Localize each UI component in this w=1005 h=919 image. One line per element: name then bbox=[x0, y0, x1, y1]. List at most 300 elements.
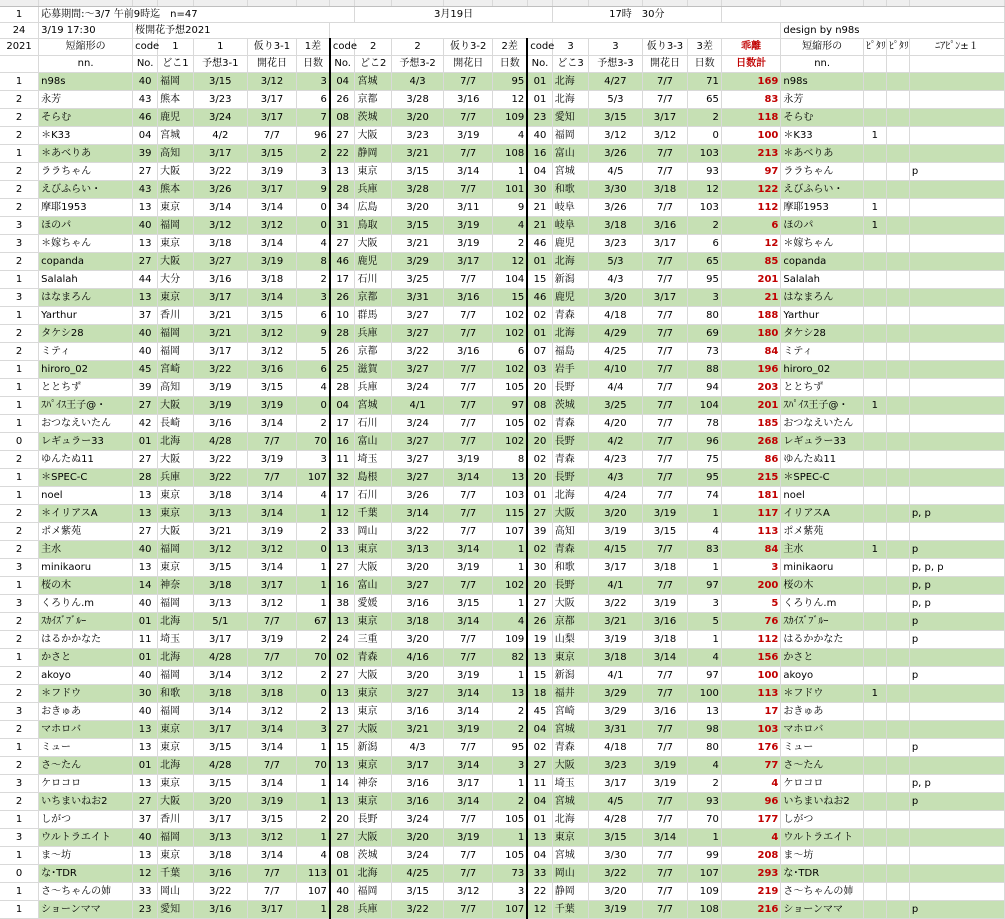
cell-bloom-3[interactable]: 3/12 bbox=[642, 126, 688, 144]
cell-bloom-1[interactable]: 3/14 bbox=[247, 234, 296, 252]
cell-forecast-2[interactable]: 3/20 bbox=[391, 558, 443, 576]
cell-place-1[interactable]: 宮城 bbox=[158, 126, 194, 144]
cell-place-2[interactable]: 岡山 bbox=[355, 522, 392, 540]
cell-diff-2[interactable]: 3 bbox=[493, 756, 527, 774]
cell-nearpin[interactable] bbox=[909, 342, 1004, 360]
cell-nickname[interactable]: マホロバ bbox=[39, 720, 133, 738]
cell-code-2[interactable]: 27 bbox=[330, 828, 355, 846]
cell-code-3[interactable]: 20 bbox=[527, 576, 552, 594]
cell-nearpin[interactable]: p bbox=[909, 792, 1004, 810]
cell-pitari-1[interactable] bbox=[863, 342, 886, 360]
cell-bloom-3[interactable]: 7/7 bbox=[642, 270, 688, 288]
cell-diff-3[interactable]: 3 bbox=[688, 594, 721, 612]
cell-forecast-2[interactable]: 3/17 bbox=[391, 756, 443, 774]
cell-diff-1[interactable]: 3 bbox=[297, 72, 330, 90]
cell-rank[interactable]: 3 bbox=[0, 234, 39, 252]
cell-forecast-3[interactable]: 3/29 bbox=[589, 684, 642, 702]
cell-place-2[interactable]: 島根 bbox=[355, 468, 392, 486]
cell-diff-1[interactable]: 6 bbox=[297, 306, 330, 324]
cell-bloom-1[interactable]: 3/18 bbox=[247, 270, 296, 288]
cell-pitari-2[interactable] bbox=[886, 396, 909, 414]
cell-bloom-3[interactable]: 3/17 bbox=[642, 108, 688, 126]
timestamp[interactable]: 3/19 17:30 bbox=[39, 22, 133, 38]
cell-pitari-2[interactable] bbox=[886, 702, 909, 720]
cell-diff-2[interactable]: 102 bbox=[493, 576, 527, 594]
cell-forecast-1[interactable]: 3/14 bbox=[193, 666, 247, 684]
cell-forecast-2[interactable]: 3/16 bbox=[391, 594, 443, 612]
cell-forecast-3[interactable]: 3/12 bbox=[589, 126, 642, 144]
cell-pitari-2[interactable] bbox=[886, 306, 909, 324]
cell-pitari-2[interactable] bbox=[886, 450, 909, 468]
cell-bloom-2[interactable]: 7/7 bbox=[444, 414, 493, 432]
cell-place-1[interactable]: 大阪 bbox=[158, 162, 194, 180]
cell-nearpin[interactable] bbox=[909, 126, 1004, 144]
cell-forecast-1[interactable]: 3/16 bbox=[193, 864, 247, 882]
cell-nickname-2[interactable]: ｽﾊﾟｲｽ王子@・ bbox=[781, 396, 863, 414]
cell-score[interactable]: 117 bbox=[721, 504, 781, 522]
cell-diff-2[interactable]: 1 bbox=[493, 558, 527, 576]
cell-forecast-3[interactable]: 4/28 bbox=[589, 810, 642, 828]
cell-bloom-1[interactable]: 3/19 bbox=[247, 630, 296, 648]
cell-bloom-3[interactable]: 7/7 bbox=[642, 360, 688, 378]
cell-rank[interactable]: 3 bbox=[0, 288, 39, 306]
cell-code-1[interactable]: 01 bbox=[133, 612, 158, 630]
cell-score[interactable]: 5 bbox=[721, 594, 781, 612]
cell-code-3[interactable]: 01 bbox=[527, 324, 552, 342]
cell-rank[interactable]: 1 bbox=[0, 396, 39, 414]
cell-forecast-3[interactable]: 3/19 bbox=[589, 522, 642, 540]
cell-rank[interactable]: 2 bbox=[0, 252, 39, 270]
cell-pitari-2[interactable] bbox=[886, 144, 909, 162]
cell-nickname-2[interactable]: タケシ28 bbox=[781, 324, 863, 342]
cell-rank[interactable]: 1 bbox=[0, 486, 39, 504]
cell-nickname-2[interactable]: Salalah bbox=[781, 270, 863, 288]
cell-bloom-3[interactable]: 3/19 bbox=[642, 594, 688, 612]
cell-code-3[interactable]: 20 bbox=[527, 432, 552, 450]
cell-bloom-2[interactable]: 7/7 bbox=[444, 378, 493, 396]
cell-bloom-1[interactable]: 7/7 bbox=[247, 756, 296, 774]
cell-nickname[interactable]: おつなえいたん bbox=[39, 414, 133, 432]
cell-nickname-2[interactable]: noel bbox=[781, 486, 863, 504]
cell-forecast-2[interactable]: 3/28 bbox=[391, 180, 443, 198]
cell-forecast-3[interactable]: 3/22 bbox=[589, 594, 642, 612]
cell-place-1[interactable]: 大分 bbox=[158, 270, 194, 288]
cell-nickname[interactable]: 主水 bbox=[39, 540, 133, 558]
cell-bloom-3[interactable]: 3/19 bbox=[642, 756, 688, 774]
cell-forecast-1[interactable]: 3/17 bbox=[193, 630, 247, 648]
cell-pitari-1[interactable] bbox=[863, 594, 886, 612]
cell-score[interactable]: 196 bbox=[721, 360, 781, 378]
cell-pitari-2[interactable] bbox=[886, 900, 909, 918]
cell-nickname[interactable]: akoyo bbox=[39, 666, 133, 684]
cell-nearpin[interactable] bbox=[909, 378, 1004, 396]
cell-bloom-2[interactable]: 7/7 bbox=[444, 504, 493, 522]
cell-forecast-1[interactable]: 4/28 bbox=[193, 648, 247, 666]
cell-pitari-2[interactable] bbox=[886, 360, 909, 378]
cell-forecast-2[interactable]: 3/15 bbox=[391, 882, 443, 900]
cell-rank[interactable]: 2 bbox=[0, 180, 39, 198]
cell-forecast-1[interactable]: 3/13 bbox=[193, 504, 247, 522]
cell-forecast-2[interactable]: 3/27 bbox=[391, 360, 443, 378]
cell-score[interactable]: 216 bbox=[721, 900, 781, 918]
cell-bloom-3[interactable]: 7/7 bbox=[642, 432, 688, 450]
cell-rank[interactable]: 2 bbox=[0, 108, 39, 126]
cell-bloom-1[interactable]: 3/19 bbox=[247, 252, 296, 270]
cell-nickname-2[interactable]: 桜の木 bbox=[781, 576, 863, 594]
cell-forecast-3[interactable]: 3/21 bbox=[589, 612, 642, 630]
cell-nickname-2[interactable]: ＊SPEC-C bbox=[781, 468, 863, 486]
cell-forecast-2[interactable]: 4/3 bbox=[391, 738, 443, 756]
cell-forecast-2[interactable]: 3/27 bbox=[391, 684, 443, 702]
cell-code-3[interactable]: 01 bbox=[527, 486, 552, 504]
cell-code-2[interactable]: 11 bbox=[330, 450, 355, 468]
cell-diff-2[interactable]: 105 bbox=[493, 810, 527, 828]
cell-forecast-1[interactable]: 3/23 bbox=[193, 90, 247, 108]
cell-rank[interactable]: 3 bbox=[0, 594, 39, 612]
cell-nickname-2[interactable]: はなまろん bbox=[781, 288, 863, 306]
cell-diff-2[interactable]: 13 bbox=[493, 468, 527, 486]
cell-forecast-1[interactable]: 3/18 bbox=[193, 576, 247, 594]
cell-forecast-2[interactable]: 3/27 bbox=[391, 576, 443, 594]
cell-place-3[interactable]: 青森 bbox=[552, 738, 589, 756]
cell-nearpin[interactable] bbox=[909, 90, 1004, 108]
cell-forecast-2[interactable]: 3/28 bbox=[391, 90, 443, 108]
cell-pitari-1[interactable] bbox=[863, 504, 886, 522]
cell-pitari-2[interactable] bbox=[886, 738, 909, 756]
cell-place-3[interactable]: 茨城 bbox=[552, 396, 589, 414]
cell-place-2[interactable]: 東京 bbox=[355, 162, 392, 180]
cell-code-1[interactable]: 27 bbox=[133, 252, 158, 270]
cell-diff-3[interactable]: 100 bbox=[688, 684, 721, 702]
cell-nickname-2[interactable]: ＊嫁ちゃん bbox=[781, 234, 863, 252]
cell-place-1[interactable]: 東京 bbox=[158, 234, 194, 252]
cell-forecast-2[interactable]: 3/25 bbox=[391, 270, 443, 288]
cell-score[interactable]: 293 bbox=[721, 864, 781, 882]
cell-score[interactable]: 169 bbox=[721, 72, 781, 90]
cell-bloom-1[interactable]: 3/14 bbox=[247, 288, 296, 306]
cell-bloom-3[interactable]: 3/17 bbox=[642, 288, 688, 306]
cell-diff-2[interactable]: 103 bbox=[493, 486, 527, 504]
cell-place-2[interactable]: 千葉 bbox=[355, 504, 392, 522]
cell-code-2[interactable]: 28 bbox=[330, 324, 355, 342]
cell-forecast-3[interactable]: 3/29 bbox=[589, 702, 642, 720]
cell-nickname-2[interactable]: ポメ紫苑 bbox=[781, 522, 863, 540]
cell-place-3[interactable]: 北海 bbox=[552, 486, 589, 504]
cell-nickname-2[interactable]: レギュラー33 bbox=[781, 432, 863, 450]
cell-diff-3[interactable]: 73 bbox=[688, 342, 721, 360]
cell-place-3[interactable]: 北海 bbox=[552, 324, 589, 342]
cell-place-1[interactable]: 香川 bbox=[158, 306, 194, 324]
cell-forecast-1[interactable]: 3/22 bbox=[193, 450, 247, 468]
cell-forecast-1[interactable]: 3/15 bbox=[193, 558, 247, 576]
cell-forecast-1[interactable]: 3/17 bbox=[193, 720, 247, 738]
cell-score[interactable]: 97 bbox=[721, 162, 781, 180]
cell-bloom-2[interactable]: 7/7 bbox=[444, 486, 493, 504]
cell-rank[interactable]: 2 bbox=[0, 720, 39, 738]
cell-code-2[interactable]: 34 bbox=[330, 198, 355, 216]
cell-diff-2[interactable]: 1 bbox=[493, 828, 527, 846]
cell-rank[interactable]: 1 bbox=[0, 576, 39, 594]
cell-code-1[interactable]: 13 bbox=[133, 504, 158, 522]
cell-code-2[interactable]: 08 bbox=[330, 846, 355, 864]
cell-forecast-3[interactable]: 3/20 bbox=[589, 504, 642, 522]
cell-pitari-2[interactable] bbox=[886, 864, 909, 882]
cell-nickname[interactable]: Salalah bbox=[39, 270, 133, 288]
cell-forecast-1[interactable]: 3/24 bbox=[193, 108, 247, 126]
cell-forecast-2[interactable]: 3/27 bbox=[391, 468, 443, 486]
cell-forecast-1[interactable]: 3/18 bbox=[193, 846, 247, 864]
cell-forecast-2[interactable]: 4/3 bbox=[391, 72, 443, 90]
cell-diff-3[interactable]: 97 bbox=[688, 666, 721, 684]
cell-diff-1[interactable]: 70 bbox=[297, 432, 330, 450]
cell-place-1[interactable]: 千葉 bbox=[158, 864, 194, 882]
cell-nickname-2[interactable]: ゆんたぬ11 bbox=[781, 450, 863, 468]
cell-code-2[interactable]: 16 bbox=[330, 576, 355, 594]
cell-forecast-2[interactable]: 3/20 bbox=[391, 828, 443, 846]
cell-place-2[interactable]: 大阪 bbox=[355, 558, 392, 576]
cell-forecast-2[interactable]: 3/20 bbox=[391, 630, 443, 648]
cell-pitari-2[interactable] bbox=[886, 810, 909, 828]
cell-diff-1[interactable]: 2 bbox=[297, 414, 330, 432]
cell-pitari-2[interactable] bbox=[886, 504, 909, 522]
cell-place-3[interactable]: 静岡 bbox=[552, 882, 589, 900]
cell-forecast-3[interactable]: 3/25 bbox=[589, 396, 642, 414]
cell-score[interactable]: 200 bbox=[721, 576, 781, 594]
cell-score[interactable]: 203 bbox=[721, 378, 781, 396]
cell-nearpin[interactable]: p bbox=[909, 666, 1004, 684]
cell-bloom-2[interactable]: 3/14 bbox=[444, 468, 493, 486]
cell-code-1[interactable]: 39 bbox=[133, 144, 158, 162]
cell-nearpin[interactable] bbox=[909, 144, 1004, 162]
cell-place-3[interactable]: 宮城 bbox=[552, 846, 589, 864]
cell-bloom-3[interactable]: 7/7 bbox=[642, 486, 688, 504]
cell-place-3[interactable]: 京都 bbox=[552, 612, 589, 630]
cell-nickname[interactable]: ほのパ bbox=[39, 216, 133, 234]
cell-nickname[interactable]: いちまいねお2 bbox=[39, 792, 133, 810]
cell-bloom-3[interactable]: 3/17 bbox=[642, 234, 688, 252]
cell-place-3[interactable]: 宮城 bbox=[552, 792, 589, 810]
cell-place-2[interactable]: 群馬 bbox=[355, 306, 392, 324]
cell-place-3[interactable]: 富山 bbox=[552, 144, 589, 162]
cell-bloom-2[interactable]: 7/7 bbox=[444, 144, 493, 162]
cell-code-1[interactable]: 44 bbox=[133, 270, 158, 288]
cell-place-3[interactable]: 東京 bbox=[552, 648, 589, 666]
cell-diff-1[interactable]: 2 bbox=[297, 702, 330, 720]
cell-code-1[interactable]: 01 bbox=[133, 432, 158, 450]
cell-pitari-1[interactable] bbox=[863, 864, 886, 882]
cell-bloom-3[interactable]: 7/7 bbox=[642, 324, 688, 342]
cell-pitari-1[interactable]: 1 bbox=[863, 126, 886, 144]
cell-pitari-2[interactable] bbox=[886, 756, 909, 774]
cell-forecast-3[interactable]: 4/4 bbox=[589, 378, 642, 396]
cell-score[interactable]: 4 bbox=[721, 828, 781, 846]
cell-code-1[interactable]: 28 bbox=[133, 468, 158, 486]
cell-code-2[interactable]: 08 bbox=[330, 108, 355, 126]
cell-pitari-1[interactable] bbox=[863, 720, 886, 738]
cell-pitari-1[interactable] bbox=[863, 666, 886, 684]
cell-nearpin[interactable] bbox=[909, 486, 1004, 504]
cell-bloom-1[interactable]: 3/12 bbox=[247, 540, 296, 558]
cell-place-2[interactable]: 三重 bbox=[355, 630, 392, 648]
cell-nearpin[interactable] bbox=[909, 648, 1004, 666]
cell-score[interactable]: 113 bbox=[721, 522, 781, 540]
cell-diff-2[interactable]: 107 bbox=[493, 900, 527, 918]
cell-score[interactable]: 85 bbox=[721, 252, 781, 270]
cell-code-3[interactable]: 02 bbox=[527, 306, 552, 324]
cell-forecast-3[interactable]: 5/3 bbox=[589, 90, 642, 108]
cell-rank[interactable]: 1 bbox=[0, 810, 39, 828]
cell-diff-1[interactable]: 0 bbox=[297, 540, 330, 558]
cell-code-1[interactable]: 13 bbox=[133, 234, 158, 252]
cell-pitari-2[interactable] bbox=[886, 252, 909, 270]
cell-rank[interactable]: 3 bbox=[0, 702, 39, 720]
cell-nickname[interactable]: タケシ28 bbox=[39, 324, 133, 342]
cell-diff-2[interactable]: 6 bbox=[493, 342, 527, 360]
cell-code-1[interactable]: 01 bbox=[133, 648, 158, 666]
cell-bloom-1[interactable]: 3/14 bbox=[247, 846, 296, 864]
cell-score[interactable]: 176 bbox=[721, 738, 781, 756]
cell-pitari-2[interactable] bbox=[886, 342, 909, 360]
cell-bloom-3[interactable]: 3/18 bbox=[642, 558, 688, 576]
cell-nickname-2[interactable]: えびふらい・ bbox=[781, 180, 863, 198]
cell-code-2[interactable]: 27 bbox=[330, 126, 355, 144]
cell-pitari-1[interactable] bbox=[863, 360, 886, 378]
cell-nickname-2[interactable]: akoyo bbox=[781, 666, 863, 684]
cell-forecast-1[interactable]: 3/17 bbox=[193, 144, 247, 162]
cell-bloom-3[interactable]: 7/7 bbox=[642, 342, 688, 360]
cell-pitari-2[interactable] bbox=[886, 828, 909, 846]
cell-place-3[interactable]: 岩手 bbox=[552, 360, 589, 378]
cell-diff-1[interactable]: 4 bbox=[297, 234, 330, 252]
cell-place-3[interactable]: 青森 bbox=[552, 540, 589, 558]
cell-nickname[interactable]: hiroro_02 bbox=[39, 360, 133, 378]
cell-rank[interactable]: 2 bbox=[0, 684, 39, 702]
cell-diff-3[interactable]: 98 bbox=[688, 720, 721, 738]
cell-diff-3[interactable]: 2 bbox=[688, 108, 721, 126]
cell-diff-1[interactable]: 0 bbox=[297, 684, 330, 702]
cell-place-3[interactable]: 長野 bbox=[552, 468, 589, 486]
cell-code-3[interactable]: 21 bbox=[527, 198, 552, 216]
cell-pitari-1[interactable] bbox=[863, 900, 886, 918]
cell-place-3[interactable]: 福島 bbox=[552, 342, 589, 360]
cell-pitari-2[interactable] bbox=[886, 720, 909, 738]
cell-place-1[interactable]: 北海 bbox=[158, 432, 194, 450]
cell-code-1[interactable]: 40 bbox=[133, 828, 158, 846]
cell-pitari-2[interactable] bbox=[886, 558, 909, 576]
cell-code-1[interactable]: 40 bbox=[133, 666, 158, 684]
cell-diff-1[interactable]: 70 bbox=[297, 648, 330, 666]
cell-forecast-1[interactable]: 3/21 bbox=[193, 522, 247, 540]
cell-code-1[interactable]: 27 bbox=[133, 522, 158, 540]
cell-bloom-2[interactable]: 3/19 bbox=[444, 234, 493, 252]
cell-place-3[interactable]: 東京 bbox=[552, 828, 589, 846]
cell-nearpin[interactable]: p, p, p bbox=[909, 558, 1004, 576]
cell-pitari-2[interactable] bbox=[886, 846, 909, 864]
cell-score[interactable]: 83 bbox=[721, 90, 781, 108]
cell-nearpin[interactable]: p, p bbox=[909, 774, 1004, 792]
cell-diff-3[interactable]: 107 bbox=[688, 864, 721, 882]
cell-bloom-3[interactable]: 3/19 bbox=[642, 774, 688, 792]
cell-code-2[interactable]: 40 bbox=[330, 882, 355, 900]
cell-pitari-2[interactable] bbox=[886, 594, 909, 612]
cell-code-1[interactable]: 37 bbox=[133, 810, 158, 828]
cell-nearpin[interactable] bbox=[909, 450, 1004, 468]
cell-forecast-1[interactable]: 3/18 bbox=[193, 234, 247, 252]
cell-code-2[interactable]: 17 bbox=[330, 414, 355, 432]
cell-nickname[interactable]: さ～ちゃんの姉 bbox=[39, 882, 133, 900]
cell-forecast-2[interactable]: 3/21 bbox=[391, 720, 443, 738]
cell-nickname-2[interactable]: ＊K33 bbox=[781, 126, 863, 144]
cell-nickname[interactable]: な･TDR bbox=[39, 864, 133, 882]
cell-code-1[interactable]: 13 bbox=[133, 738, 158, 756]
cell-code-1[interactable]: 40 bbox=[133, 702, 158, 720]
cell-diff-3[interactable]: 2 bbox=[688, 216, 721, 234]
cell-diff-1[interactable]: 67 bbox=[297, 612, 330, 630]
cell-code-3[interactable]: 15 bbox=[527, 270, 552, 288]
cell-pitari-1[interactable] bbox=[863, 558, 886, 576]
cell-code-1[interactable]: 13 bbox=[133, 774, 158, 792]
cell-code-2[interactable]: 32 bbox=[330, 468, 355, 486]
cell-diff-3[interactable]: 80 bbox=[688, 306, 721, 324]
cell-place-1[interactable]: 福岡 bbox=[158, 324, 194, 342]
cell-bloom-3[interactable]: 7/7 bbox=[642, 396, 688, 414]
cell-diff-1[interactable]: 7 bbox=[297, 108, 330, 126]
cell-pitari-1[interactable] bbox=[863, 522, 886, 540]
cell-bloom-3[interactable]: 7/7 bbox=[642, 810, 688, 828]
cell-code-2[interactable]: 13 bbox=[330, 756, 355, 774]
cell-forecast-1[interactable]: 3/20 bbox=[193, 792, 247, 810]
cell-nickname-2[interactable]: ケロコロ bbox=[781, 774, 863, 792]
cell-place-2[interactable]: 富山 bbox=[355, 576, 392, 594]
cell-forecast-1[interactable]: 3/27 bbox=[193, 252, 247, 270]
cell-forecast-1[interactable]: 3/17 bbox=[193, 342, 247, 360]
cell-diff-3[interactable]: 4 bbox=[688, 648, 721, 666]
cell-bloom-2[interactable]: 3/14 bbox=[444, 540, 493, 558]
cell-forecast-2[interactable]: 3/27 bbox=[391, 450, 443, 468]
cell-diff-2[interactable]: 102 bbox=[493, 324, 527, 342]
cell-place-2[interactable]: 愛媛 bbox=[355, 594, 392, 612]
cell-bloom-3[interactable]: 3/16 bbox=[642, 216, 688, 234]
cell-diff-1[interactable]: 2 bbox=[297, 270, 330, 288]
cell-nickname[interactable]: copanda bbox=[39, 252, 133, 270]
cell-score[interactable]: 100 bbox=[721, 666, 781, 684]
cell-forecast-2[interactable]: 3/20 bbox=[391, 108, 443, 126]
cell-forecast-1[interactable]: 3/15 bbox=[193, 72, 247, 90]
cell-diff-1[interactable]: 6 bbox=[297, 360, 330, 378]
cell-bloom-1[interactable]: 3/12 bbox=[247, 216, 296, 234]
cell-pitari-1[interactable] bbox=[863, 234, 886, 252]
cell-code-1[interactable]: 13 bbox=[133, 486, 158, 504]
cell-nickname[interactable]: 永芳 bbox=[39, 90, 133, 108]
cell-pitari-2[interactable] bbox=[886, 576, 909, 594]
cell-bloom-1[interactable]: 3/17 bbox=[247, 900, 296, 918]
cell-place-1[interactable]: 香川 bbox=[158, 810, 194, 828]
cell-place-2[interactable]: 静岡 bbox=[355, 144, 392, 162]
cell-nearpin[interactable] bbox=[909, 882, 1004, 900]
cell-code-2[interactable]: 28 bbox=[330, 180, 355, 198]
cell-nickname[interactable]: おきゅあ bbox=[39, 702, 133, 720]
cell-bloom-3[interactable]: 7/7 bbox=[642, 378, 688, 396]
cell-pitari-1[interactable] bbox=[863, 612, 886, 630]
cell-pitari-1[interactable] bbox=[863, 648, 886, 666]
cell-rank[interactable]: 1 bbox=[0, 360, 39, 378]
cell-place-1[interactable]: 東京 bbox=[158, 846, 194, 864]
cell-bloom-2[interactable]: 7/7 bbox=[444, 396, 493, 414]
cell-place-3[interactable]: 長野 bbox=[552, 432, 589, 450]
cell-forecast-2[interactable]: 3/16 bbox=[391, 774, 443, 792]
cell-place-2[interactable]: 京都 bbox=[355, 342, 392, 360]
cell-nickname[interactable]: ｽｶｲｽﾞﾌﾞﾙｰ bbox=[39, 612, 133, 630]
